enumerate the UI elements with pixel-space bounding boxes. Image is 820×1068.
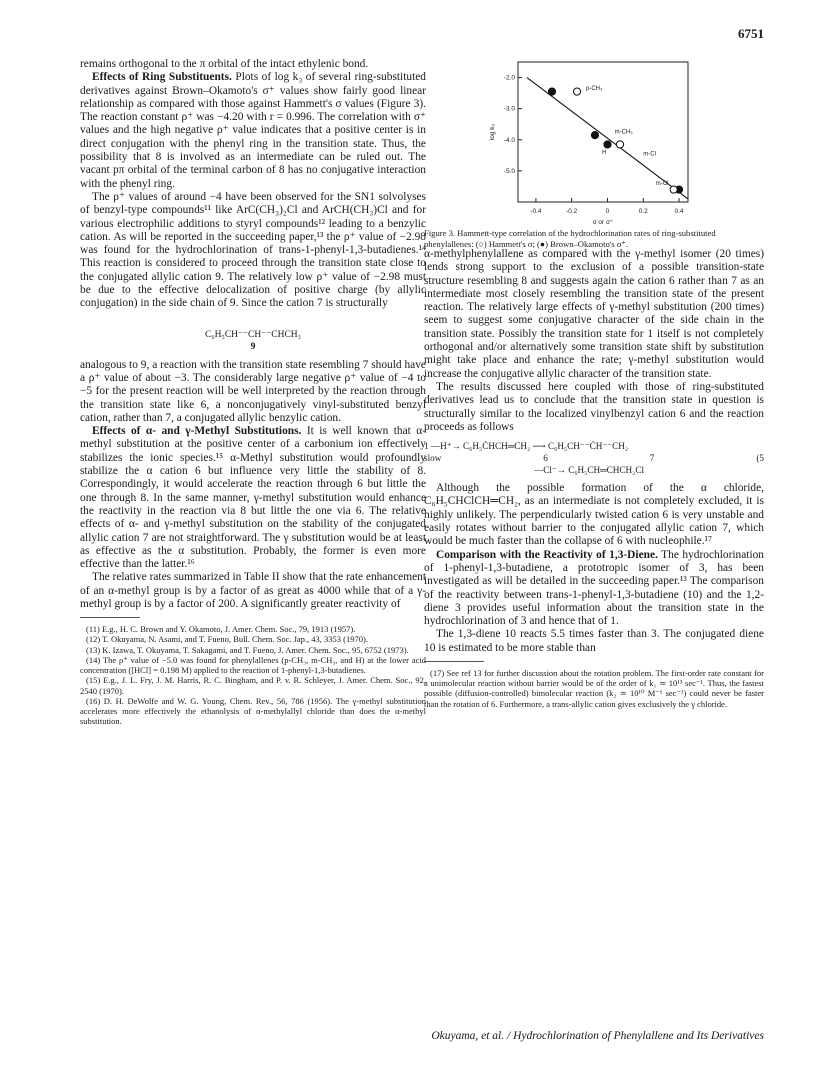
x-tick-label: 0.2	[638, 208, 648, 215]
point-label: m-Cl	[655, 180, 669, 187]
x-tick-label: 0	[605, 208, 610, 215]
footnote: (14) The ρ⁺ value of −5.0 was found for phenylallenes (p-CH₃, m-CH₃, and H) at the lower acid concentration ([HCl] = 0.198 M) applied to the reaction of 1-phenyl-1,3-butadienes.	[80, 654, 426, 676]
running-footer: Okuyama, et al. / Hydrochlorination of Phenylallene and Its Derivatives	[431, 1030, 764, 1042]
data-point-filled	[591, 132, 598, 139]
paragraph	[80, 71, 426, 191]
scheme-compound-7: 7	[649, 453, 655, 464]
footnote: (17) See ref 13 for further discussion about the rotation problem. The first-order rate constant for a unimolecular reaction without barrier would be of the order of k₁ ≃ 10¹³ sec⁻¹. Thus, the fastest possible (diffusion-controlled) bimolecular reaction (k₂ ≃ 10¹⁰ M⁻¹ sec⁻¹) could never be faster than the rotation of 6. Furthermore, a trans-allylic cation gives exclusively the γ chloride.	[424, 668, 764, 709]
paragraph-text: Plots of log k₃ of several ring-substituted derivatives against Brown–Okamoto's σ⁺ values show fairly good linear relationship as compared with those against Hammett's σ values (Figure 3). The reaction constant ρ⁺ was −4.20 with r = 0.996. The correlation with σ⁺ values and the high negative ρ⁺ value indicates that a positive center is in direct conjugation with the phenyl ring in the transition state. Thus, the possibility that 8 is involved as an intermediate can be ruled out. The vacant pπ orbital of the terminal carbon of 8 has no conjugative interaction with the phenyl ring.	[80, 71, 426, 190]
page-number: 6751	[738, 26, 764, 41]
point-label: m-Cl	[643, 151, 656, 158]
scheme-compound-6: 6	[543, 453, 548, 464]
scheme-slow-label: slow	[424, 453, 442, 464]
paragraph: α-methylphenylallene as compared with the γ-methyl isomer (20 times) lends strong support to the exclusion of a possible transition-state structure resembling 8 and suggests again the cation 6 rather than 7 as an intermediate most closely resembling the transition state of the present reaction. The relatively large effects of γ-methyl substitution (200 times) seem to suggest some conjugative character of the side chain in the transition state. Possibly the transition state for 1 itself is not completely orthogonal and/or alternatively some transition state shift by substitution might take place and enhance the rate; γ-methyl substitution would increase the conjugative allylic character of the transition state.	[424, 248, 764, 380]
scheme-line-2: —Cl⁻→ C₆H₅CH═CHCH₂Cl	[534, 465, 645, 476]
x-tick-label: -0.2	[566, 208, 578, 215]
footnote: (16) D. H. DeWolfe and W. G. Young, Chem. Rev., 56, 786 (1956). The γ-methyl substitution accelerates more effectively the ethanolysis of α-methylallyl chloride than does the α-methyl substitution.	[80, 695, 426, 727]
data-point-filled	[548, 88, 555, 95]
structure-number: 9	[250, 341, 256, 352]
section-heading: Effects of α- and γ-Methyl Substitutions.	[92, 425, 302, 438]
footnote: (15) E.g., J. L. Fry, J. M. Harris, R. C. Bingham, and P. v. R. Schleyer, J. Amer. Chem. Soc., 92, 2540 (1970).	[80, 675, 426, 696]
figure-3-chart	[480, 54, 700, 224]
x-tick-label: 0.4	[674, 208, 684, 215]
point-label: H	[602, 149, 607, 156]
paragraph: The results discussed here coupled with those of ring-substituted derivatives lead us to conclude that the transition state in question is structurally similar to the localized vinylbenzyl cation 6 and the reaction proceeds as follows	[424, 380, 764, 433]
paragraph: Although the possible formation of the α chloride, C₆H₅CHClCH═CH₂, as an intermediate is not completely excluded, it is highly unlikely. The perpendicularly twisted cation 6 is very unstable and easily rotates without barrier to the conjugated allylic cation 7, which would be much faster than the collapse of 6 with nucleophile.¹⁷	[424, 482, 764, 548]
right-column	[424, 248, 764, 709]
scheme-line-1: 1 —H⁺→ C₆H₅ĊHCH═CH₂ ⟶ C₆H₅CH⁻⁻ĊH⁻⁻CH₂	[424, 441, 629, 452]
footnotes	[424, 668, 764, 709]
structure-formula: C₆H₅CH⁻⁻CH⁻⁻CHCH₃	[205, 329, 301, 340]
paragraph	[424, 549, 764, 629]
figure-caption: Figure 3. Hammett-type correlation of the hydrochlorination rates of ring-substituted phenylallenes: (○) Hammett's σ; (●) Brown–Okamoto's σ⁺.	[424, 228, 716, 249]
paragraph: The relative rates summarized in Table II show that the rate enhancement of an α-methyl group is by a factor of as great as 4000 while that of a γ-methyl group is by a factor of 200. A significantly greater reactivity of	[80, 571, 426, 610]
paragraph	[80, 425, 426, 571]
paragraph: remains orthogonal to the π orbital of the intact ethylenic bond.	[80, 58, 369, 70]
chart-svg	[480, 54, 700, 224]
scheme-labels	[424, 452, 764, 464]
x-axis-label: σ or σ⁺	[592, 219, 614, 224]
data-point-filled	[604, 141, 611, 148]
footnote: (11) E.g., H. C. Brown and Y. Okamoto, J. Amer. Chem. Soc., 79, 1913 (1957).	[86, 624, 356, 635]
paragraph: The ρ⁺ values of around −4 have been observed for the SN1 solvolyses of benzyl-type compounds¹¹ like ArC(CH₃)₂Cl and ArCH(CH₃)Cl and for various electrophilic additions to styryl compounds¹² leading to a benzylic cation. As will be reported in the succeeding paper,¹³ the ρ⁺ value of −2.98 was found for the hydrochlorination of trans-1-phenyl-1,3-butadienes.¹⁴ This reaction is considered to proceed through the transition state close to the conjugated allylic cation 9. The relatively low ρ⁺ value of −2.98 must be due to the effective delocalization of positive charge (by allylic conjugation) in the side chain of 9. Since the cation 7 is structurally	[80, 190, 426, 310]
footnotes	[80, 624, 426, 726]
footnote: (13) K. Izawa, T. Okuyama, T. Sakagami, and T. Fueno, J. Amer. Chem. Soc., 95, 6752 (1973).	[86, 644, 409, 655]
structure-9	[80, 329, 426, 353]
x-tick-label: -0.4	[530, 208, 542, 215]
y-tick-label: -4.0	[503, 136, 515, 144]
footnote: (12) T. Okuyama, N. Asami, and T. Fueno, Bull. Chem. Soc. Jap., 43, 3353 (1970).	[86, 634, 368, 645]
point-label: p-CH₃	[586, 86, 603, 92]
footnote-divider	[424, 661, 484, 662]
paragraph: analogous to 9, a reaction with the transition state resembling 7 should have a ρ⁺ value of about −3. The considerably large negative ρ⁺ value of −4 to −5 for the present reaction will be well interpreted by the reaction through the transition state like 6, a nonconjugatively vinyl-substituted benzyl cation, rather than 7, a conjugated allylic benzylic cation.	[80, 358, 426, 424]
left-column	[80, 58, 426, 726]
footnote-divider	[80, 617, 140, 618]
data-point-open	[573, 88, 580, 95]
section-heading: Comparison with the Reactivity of 1,3-Diene.	[436, 548, 658, 561]
y-axis-label: log k₃	[489, 123, 496, 141]
data-point-open	[670, 186, 677, 193]
y-tick-label: -5.0	[503, 167, 515, 175]
reaction-scheme	[424, 440, 764, 476]
paragraph-text: The hydrochlorination of 1-phenyl-1,3-butadiene, a prototropic isomer of 3, has been investigated as will be detailed in the succeeding paper.¹³ The comparison of the reactivity between trans-1-phenyl-1,3-butadiene (10) and the 1,2-diene 3 provides useful information about the transition state in the hydrochlorination of 3 and hence that of 1.	[424, 548, 764, 628]
paragraph: The 1,3-diene 10 reacts 5.5 times faster than 3. The conjugated diene 10 is estimated to be more stable than	[424, 628, 764, 654]
paragraph-text: It is well known that α-methyl substitution at the positive center of a carbonium ion effectively stabilizes the ionic species.¹⁵ α-Methyl substitution would profoundly stabilize the α cation 6 but influence very little the stability of 8. Correspondingly, it would accelerate the reaction through 6 but little the one through 8. In the same manner, γ-methyl substitution would enhance the reactivity in the reaction via 8 but little the one via 6. The relative effects of α- and γ-methyl substitution on the stability of the conjugated allylic cation 7 are not straightforward. The γ substitution would be at least as effective as the α substitution. Probably, the former is even more effective than the latter.¹⁶	[80, 425, 426, 571]
point-label: m-CH₃	[614, 129, 633, 136]
y-tick-label: -3.0	[503, 105, 515, 113]
section-heading: Effects of Ring Substituents.	[92, 71, 232, 84]
y-tick-label: -2.0	[503, 74, 515, 82]
data-point-open	[616, 141, 623, 148]
equation-number: (5	[756, 453, 764, 464]
